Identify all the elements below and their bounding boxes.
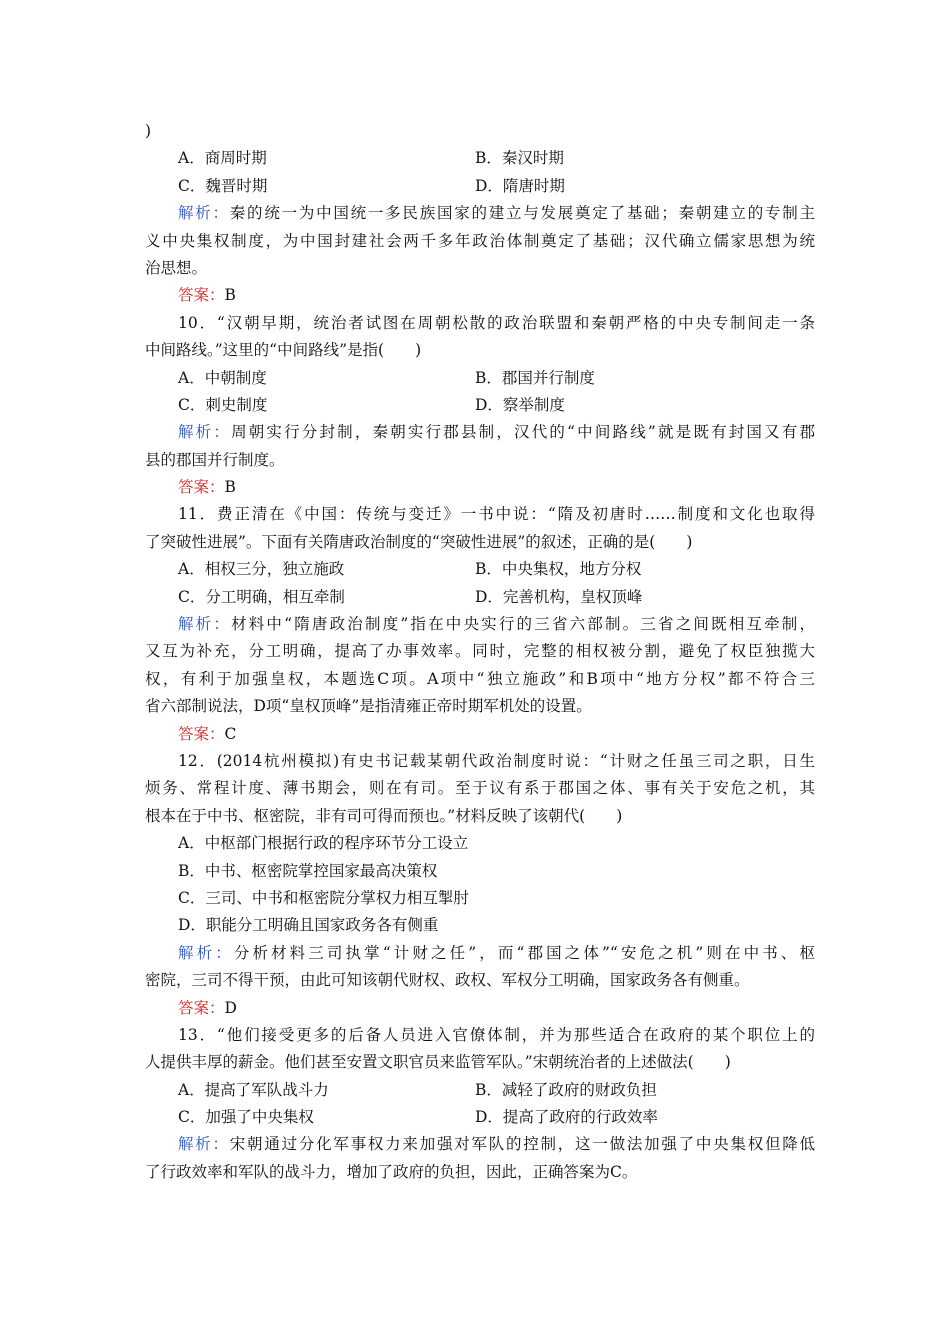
q12-stem-line-1: 12．(2014杭州模拟)有史书记载某朝代政治制度时说：“计财之任虽三司之职，日生	[178, 751, 815, 770]
q11-answer	[145, 721, 815, 748]
q12-stem-line-2: 烦务、常程计度、薄书期会，则在有司。至于议有系于郡国之体、事有关于安危之机，其	[145, 779, 815, 798]
answer-value: B	[224, 286, 236, 305]
answer-label: 答案：	[178, 478, 225, 497]
q9-analysis-line-1: 解析：秦的统一为中国统一多民族国家的建立与发展奠定了基础；秦朝建立的专制主	[178, 204, 815, 223]
q10-option-c: C．刺史制度	[178, 395, 268, 414]
answer-label: 答案：	[178, 724, 225, 743]
answer-label: 答案：	[178, 286, 225, 305]
q12-option-a: A．中枢部门根据行政的程序环节分工设立	[178, 834, 469, 853]
document-page	[145, 118, 815, 1186]
q10-stem-line-1: 10．“汉朝早期，统治者试图在周朝松散的政治联盟和秦朝严格的中央专制间走一条	[178, 313, 815, 332]
answer-value: D	[224, 998, 237, 1017]
q10-stem-line-2: 中间路线。”这里的“中间路线”是指( )	[145, 341, 422, 360]
q13-option-c: C．加强了中央集权	[178, 1108, 314, 1127]
analysis-label: 解析：	[178, 615, 232, 634]
q11-stem-line-1: 11．费正清在《中国：传统与变迁》一书中说：“隋及初唐时……制度和文化也取得	[178, 505, 815, 524]
q11-option-a: A．相权三分，独立施政	[178, 560, 345, 579]
q13-option-b: B．减轻了政府的财政负担	[475, 1080, 657, 1099]
q12-stem-line-3: 根本在于中书、枢密院，非有司可得而预也。”材料反映了该朝代( )	[145, 806, 623, 825]
analysis-label: 解析：	[178, 1135, 230, 1154]
q12-option-d: D．职能分工明确且国家政务各有侧重	[178, 916, 439, 935]
q13-option-a: A．提高了军队战斗力	[178, 1080, 329, 1099]
answer-label: 答案：	[178, 998, 225, 1017]
q13-analysis-line-1: 解析：宋朝通过分化军事权力来加强对军队的控制，这一做法加强了中央集权但降低	[178, 1135, 815, 1154]
q13-options-row-1	[145, 1077, 815, 1104]
q11-option-b: B．中央集权，地方分权	[475, 560, 642, 579]
q9-answer	[145, 282, 815, 309]
q9-option-c: C．魏晋时期	[178, 176, 268, 195]
q9-option-d: D．隋唐时期	[475, 176, 565, 195]
q10-options-row-2	[145, 392, 815, 419]
q11-analysis-line-1: 解析：材料中“隋唐政治制度”指在中央实行的三省六部制。三省之间既相互牵制，	[178, 615, 815, 634]
q10-analysis-line-2: 县的郡国并行制度。	[145, 450, 285, 469]
answer-value: B	[224, 478, 236, 497]
q11-analysis-line-4: 省六部制说法，D项“皇权顶峰”是指清雍正帝时期军机处的设置。	[145, 697, 592, 716]
q10-analysis-line-1: 解析：周朝实行分封制，秦朝实行郡县制，汉代的“中间路线”就是既有封国又有郡	[178, 423, 815, 442]
analysis-label: 解析：	[178, 423, 232, 442]
q13-stem-line-2: 人提供丰厚的薪金。他们甚至安置文职官员来监管军队。”宋朝统治者的上述做法( )	[145, 1053, 731, 1072]
analysis-label: 解析：	[178, 943, 234, 962]
q13-options-row-2	[145, 1104, 815, 1131]
q11-options-row-2	[145, 584, 815, 611]
q12-analysis-line-1: 解析：分析材料三司执掌“计财之任”，而“郡国之体”“安危之机”则在中书、枢	[178, 943, 815, 962]
q10-option-b: B．郡国并行制度	[475, 368, 595, 387]
q12-option-c: C．三司、中书和枢密院分掌权力相互掣肘	[178, 888, 469, 907]
q9-options-row-1	[145, 145, 815, 172]
q9-analysis-line-2: 义中央集权制度，为中国封建社会两千多年政治体制奠定了基础；汉代确立儒家思想为统	[145, 231, 815, 250]
analysis-label: 解析：	[178, 204, 230, 223]
q12-answer	[145, 995, 815, 1022]
q11-stem-line-2: 了突破性进展”。下面有关隋唐政治制度的“突破性进展”的叙述，正确的是( )	[145, 532, 693, 551]
q10-options-row-1	[145, 365, 815, 392]
q9-option-a: A．商周时期	[178, 149, 267, 168]
q13-analysis-line-2: 了行政效率和军队的战斗力，增加了政府的负担，因此，正确答案为C。	[145, 1162, 638, 1181]
q13-option-d: D．提高了政府的行政效率	[475, 1108, 658, 1127]
q10-answer	[145, 474, 815, 501]
answer-value: C	[224, 724, 237, 743]
q11-options-row-1	[145, 556, 815, 583]
q9-analysis-line-3: 治思想。	[145, 258, 208, 277]
q13-stem-line-1: 13．“他们接受更多的后备人员进入官僚体制，并为那些适合在政府的某个职位上的	[178, 1025, 815, 1044]
q11-analysis-line-2: 又互为补充，分工明确，提高了办事效率。同时，完整的相权被分割，避免了权臣独揽大	[145, 642, 815, 661]
q9-stem-tail: )	[145, 122, 152, 140]
q9-option-b: B．秦汉时期	[475, 149, 564, 168]
q9-options-row-2	[145, 173, 815, 200]
q12-analysis-line-2: 密院，三司不得干预，由此可知该朝代财权、政权、军权分工明确，国家政务各有侧重。	[145, 971, 750, 990]
q10-option-a: A．中朝制度	[178, 368, 267, 387]
q11-option-c: C．分工明确，相互牵制	[178, 587, 345, 606]
q12-option-b: B．中书、枢密院掌控国家最高决策权	[178, 861, 438, 880]
q11-analysis-line-3: 权，有利于加强皇权，本题选C项。A项中“独立施政”和B项中“地方分权”都不符合三	[145, 669, 815, 688]
q11-option-d: D．完善机构，皇权顶峰	[475, 587, 643, 606]
q10-option-d: D．察举制度	[475, 395, 565, 414]
